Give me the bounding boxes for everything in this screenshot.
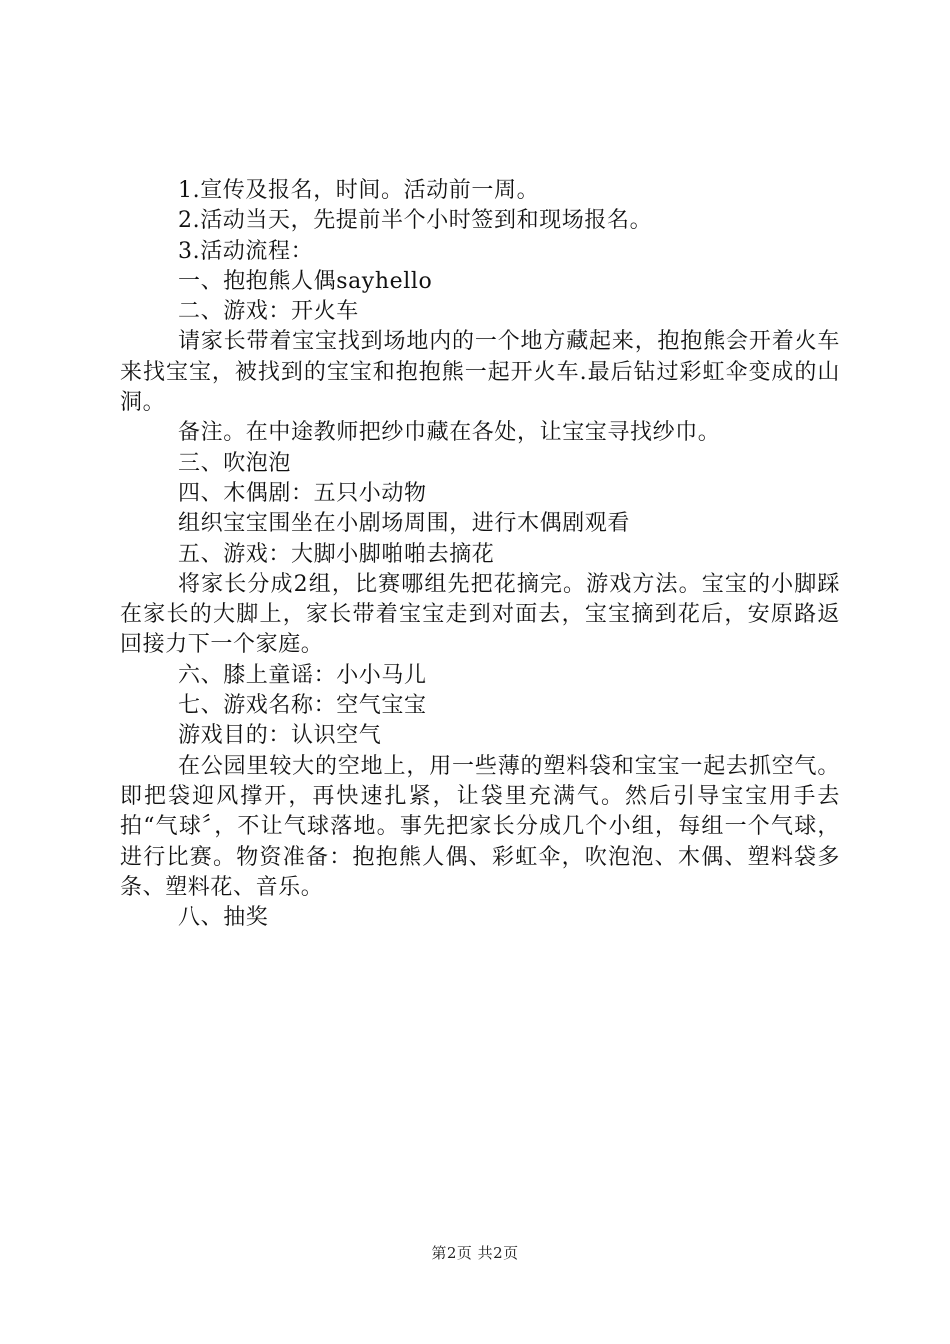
paragraph-item-1: 一、抱抱熊人偶sayhello [178, 268, 433, 294]
paragraph-item-5: 五、游戏：大脚小脚啪啪去摘花 [178, 541, 495, 567]
paragraph-item-3: 三、吹泡泡 [178, 450, 292, 476]
document-body [120, 176, 840, 933]
page-footer: 第2页 共2页 [431, 1244, 519, 1262]
paragraph-item-4: 四、木偶剧：五只小动物 [178, 480, 427, 506]
paragraph-item-7: 七、游戏名称：空气宝宝 [178, 693, 427, 719]
paragraph-item-4-desc: 组织宝宝围坐在小剧场周围，进行木偶剧观看 [178, 511, 631, 537]
paragraph-process-heading: 3.活动流程： [178, 238, 314, 264]
paragraph-item-8: 八、抽奖 [178, 905, 269, 931]
paragraph-item-7-desc: 在公园里较大的空地上，用一些薄的塑料袋和宝宝一起去抓空气。即把袋迎风撑开，再快速扎紧，让袋里充满气。然后引导宝宝用手去拍“气球〞，不让气球落地。事先把家长分成几个小组，每组一个气球，进行比赛。物资准备：抱抱熊人偶、彩虹伞，吹泡泡、木偶、塑料袋多条、塑料花、音乐。 [120, 753, 840, 900]
paragraph-item-2-desc: 请家长带着宝宝找到场地内的一个地方藏起来，抱抱熊会开着火车来找宝宝，被找到的宝宝和抱抱熊一起开火车.最后钻过彩虹伞变成的山洞。 [120, 329, 840, 416]
paragraph-item-6: 六、膝上童谣：小小马儿 [178, 662, 427, 688]
paragraph-item-5-desc: 将家长分成2组，比赛哪组先把花摘完。游戏方法。宝宝的小脚踩在家长的大脚上，家长带着宝宝走到对面去，宝宝摘到花后，安原路返回接力下一个家庭。 [120, 571, 840, 658]
paragraph-checkin: 2.活动当天，先提前半个小时签到和现场报名。 [178, 208, 653, 234]
paragraph-item-2: 二、游戏：开火车 [178, 299, 359, 325]
paragraph-item-7-goal: 游戏目的：认识空气 [178, 723, 382, 749]
paragraph-item-2-note: 备注。在中途教师把纱巾藏在各处，让宝宝寻找纱巾。 [178, 420, 721, 446]
paragraph-registration: 1.宣传及报名，时间。活动前一周。 [178, 178, 540, 203]
